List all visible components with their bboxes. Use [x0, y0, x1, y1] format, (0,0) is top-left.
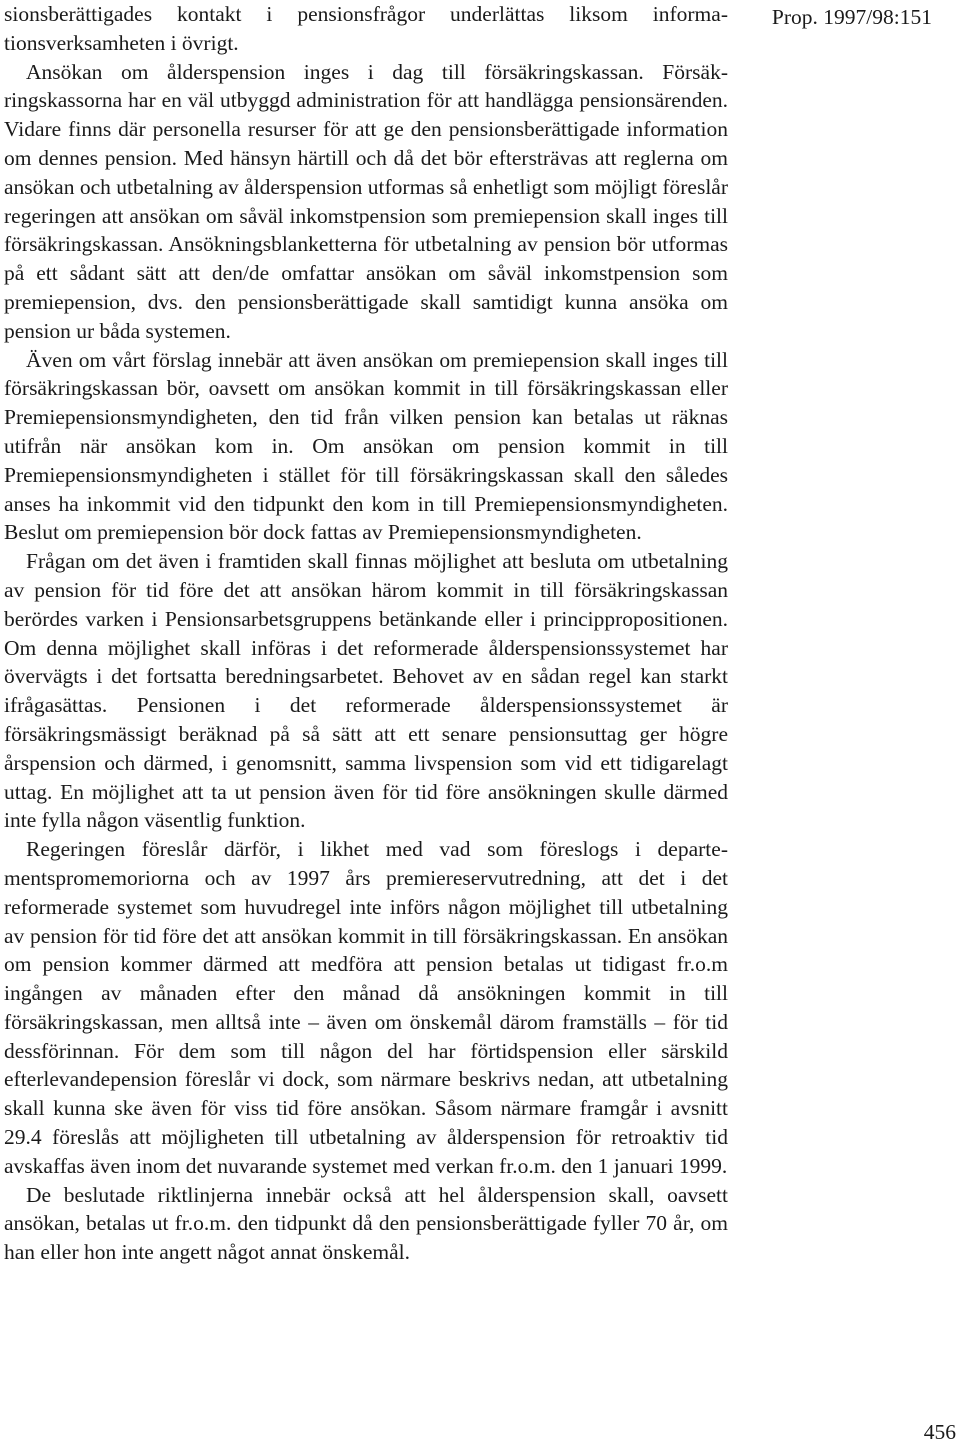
paragraph-1: sionsberättigades kontakt i pensionsfrågor underlättas liksom informationsverksamheten i övrigt.: [4, 2, 728, 55]
paragraph-3: Även om vårt förslag innebär att även ansökan om premiepension skall inges till försäkringskassan bör, oavsett om ansökan kommit in till försäkringskassan eller Premiepensionsmyndigheten, den tid från vilken pension kan betalas ut räknas utifrån när ansökan kom in. Om ansökan om pension kommit in till Premiepensionsmyndigheten i stället för till försäkringskassan skall den således anses ha inkommit vid den tidpunkt den kom in till Premiepensionsmyndigheten. Beslut om premiepension bör dock fattas av Premiepensionsmyndigheten.: [4, 347, 728, 545]
paragraph-2: Ansökan om ålderspension inges i dag till försäkringskassan. Försäkringskassorna har en väl utbyggd administration för att handlägga pensionsärenden. Vidare finns där personella resurser för att ge den pensionsberättigade information om dennes pension. Med hänsyn härtill och då det bör eftersträvas att reglerna om ansökan och utbetalning av ålderspension utformas så enhetligt som möjligt föreslår regeringen att ansökan om såväl inkomstpension som premiepension skall inges till försäkringskassan. Ansökningsblanketterna för utbetalning av pension bör utformas på ett sådant sätt att den/de omfattar ansökan om såväl inkomstpension som premiepension, dvs. den pensionsberättigade skall samtidigt kunna ansöka om pension ur båda systemen.: [4, 59, 728, 343]
paragraph-5: Regeringen föreslår därför, i likhet med vad som föreslogs i departementspromemoriorna och av 1997 års premiereservutredning, att det i det reformerade systemet som huvudregel inte införs någon möjlighet till utbetalning av pension för tid före det att ansökan kommit in till försäkringskassan. En ansökan om pension kommer därmed att medföra att pension betalas ut tidigast fr.o.m ingången av månaden efter den månad då ansökningen kommit in till försäkringskassan, men alltså inte – även om önskemål därom framställs – för tid dessförinnan. För dem som till någon del har förtidspension eller särskild efterlevandepension föreslår vi dock, som närmare beskrivs nedan, att utbetalning skall kunna ske även för viss tid före ansökan. Såsom närmare framgår i avsnitt 29.4 föreslås att möjligheten till utbetalning av ålderspension för retroaktiv tid avskaffas även inom det nuvarande systemet med verkan fr.o.m. den 1 januari 1999.: [4, 837, 728, 1178]
paragraph-6: De beslutade riktlinjerna innebär också att hel ålderspension skall, oavsett ansökan, betalas ut fr.o.m. den tidpunkt då den pensionsberättigade fyller 70 år, om han eller hon inte angett något annat önskemål.: [4, 1182, 728, 1265]
page-number: 456: [923, 1420, 956, 1444]
document-reference: Prop. 1997/98:151: [771, 5, 932, 29]
paragraph-4: Frågan om det även i framtiden skall finnas möjlighet att besluta om utbetalning av pension för tid före det att ansökan härom kommit in till försäkringskassan berördes varken i Pensionsarbetsgruppens betänkande eller i princippropositionen. Om denna möjlighet skall införas i det reformerade ålderspensionssystemet har övervägts i det fortsatta beredningsarbetet. Behovet av en sådan regel kan starkt ifrågasättas. Pensionen i det reformerade ålderspensionssystemet är försäkringsmässigt beräknad på så sätt att ett senare pensionsuttag ger högre årspension och därmed, i genomsnitt, samma livspension som vid ett tidigarelagt uttag. En möjlighet att ta ut pension även för tid före ansökningen skulle därmed inte fylla någon väsentlig funktion.: [4, 549, 728, 833]
body-text: [4, 0, 728, 1267]
